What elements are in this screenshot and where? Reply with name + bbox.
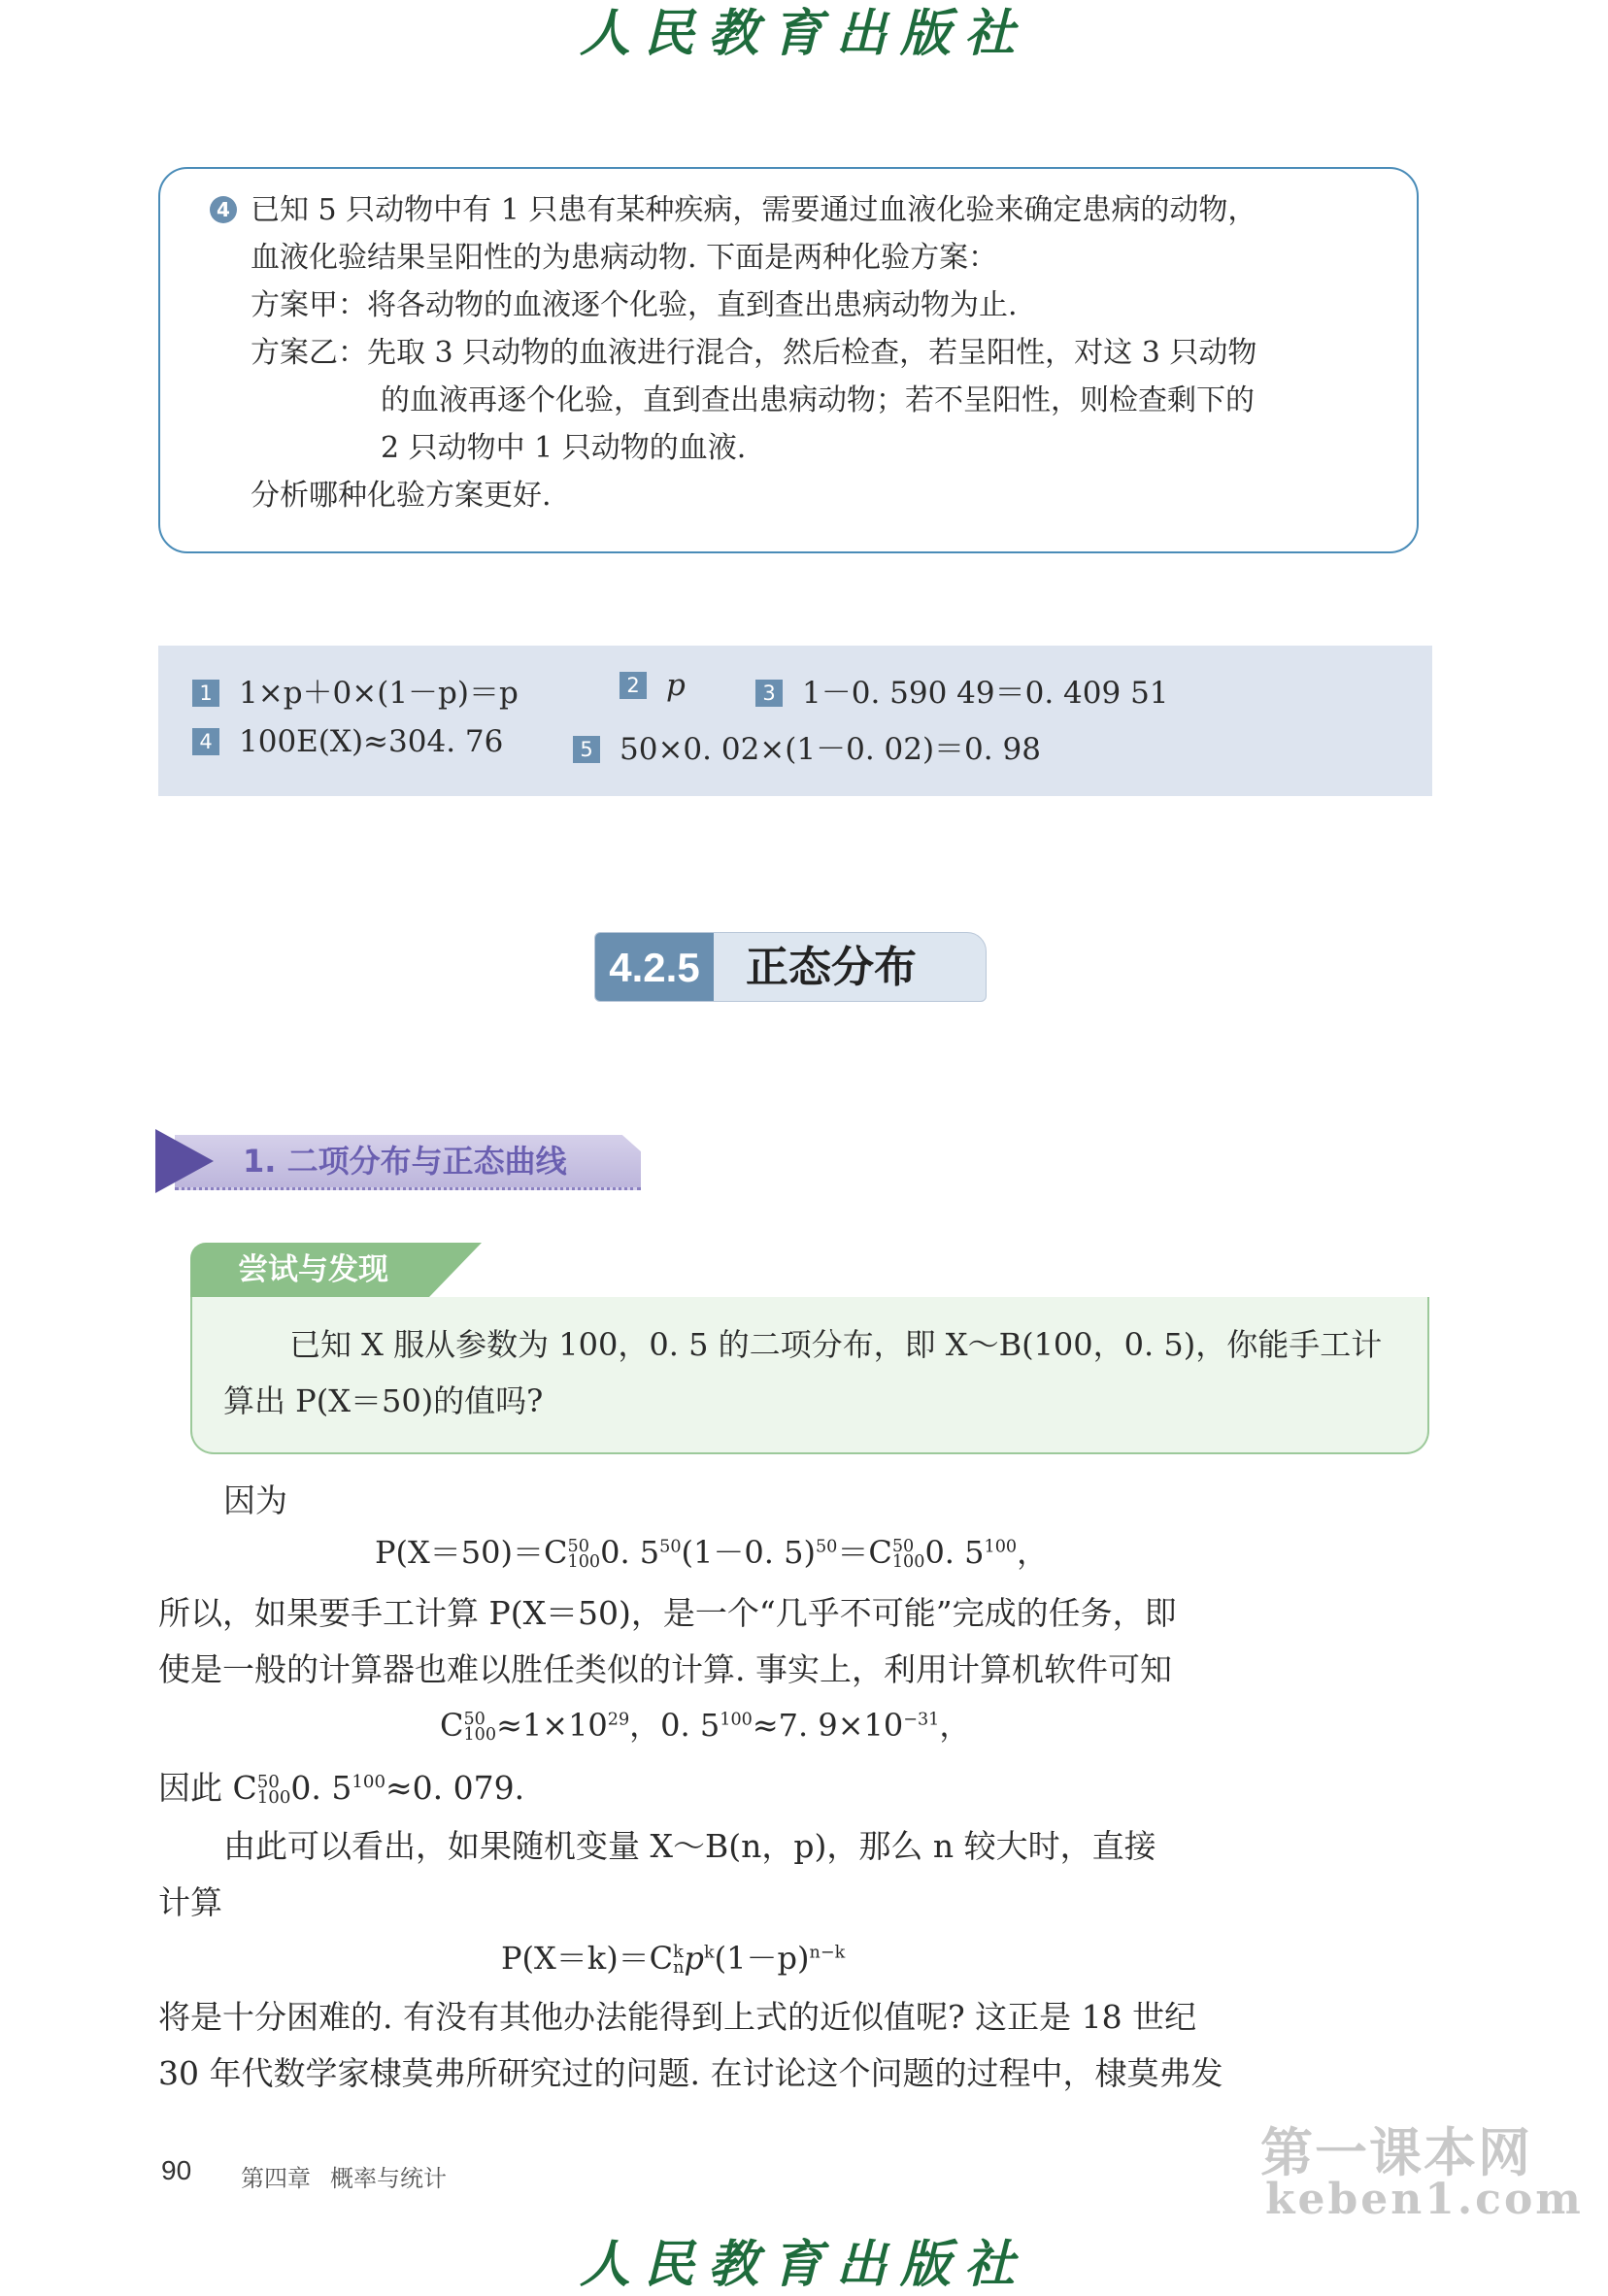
- answer-item-2: 2 p: [620, 668, 686, 703]
- section-number: 4.2.5: [595, 933, 714, 1002]
- subsection-header: [155, 1129, 646, 1193]
- section-title: 正态分布: [746, 943, 917, 992]
- answer-item-1: 1 1×p＋0×(1－p)＝p: [192, 668, 519, 712]
- answer-item-3: 3 1－0. 590 49＝0. 409 51: [755, 668, 1169, 712]
- exercise-line-3: 方案甲：将各动物的血液逐个化验，直到查出患病动物为止.: [251, 288, 1018, 322]
- subsection-title: 1. 二项分布与正态曲线: [243, 1143, 567, 1180]
- exercise-line-4: 方案乙：先取 3 只动物的血液进行混合，然后检查，若呈阳性，对这 3 只动物: [251, 336, 1257, 370]
- exercise-line-2: 血液化验结果呈阳性的为患病动物. 下面是两种化验方案：: [251, 241, 998, 275]
- publisher-logo-bottom: 人民教育出版社: [579, 2235, 1028, 2294]
- try-discover-line-1: 已知 X 服从参数为 100，0. 5 的二项分布，即 X～B(100，0. 5)，你能手工计: [289, 1326, 1383, 1363]
- site-watermark-cn: 第一课本网: [1260, 2122, 1532, 2183]
- formula-3: 因此 C50 1000. $5^{100}\approx 0$. 079.: [158, 1769, 525, 1808]
- site-watermark-en: keben1.com: [1265, 2175, 1584, 2224]
- answer-item-4: 4 100E(X)≈304. 76: [192, 724, 503, 759]
- paragraph-line-2: 使是一般的计算器也难以胜任类似的计算. 事实上，利用计算机软件可知: [158, 1650, 1172, 1688]
- paragraph-line-5: 将是十分困难的. 有没有其他办法能得到上式的近似值呢? 这正是 18 世纪: [158, 1998, 1197, 2036]
- answer-item-5: 5 50×0. 02×(1－0. 02)＝0. 98: [573, 724, 1041, 768]
- publisher-logo-top: 人民教育出版社: [579, 4, 1028, 63]
- exercise-line-1: 4 已知 5 只动物中有 1 只患有某种疾病，需要通过血液化验来确定患病的动物，: [210, 186, 1256, 234]
- page-number: 90: [161, 2155, 192, 2185]
- try-discover-line-2: 算出 P(X＝50)的值吗?: [223, 1382, 544, 1419]
- subsection-arrow-icon: [155, 1129, 214, 1193]
- formula-4: P(X＝k)＝Ck $np^k(1-p)^{n-k}$: [501, 1940, 846, 1978]
- paragraph-line-6: 30 年代数学家棣莫弗所研究过的问题. 在讨论这个问题的过程中，棣莫弗发: [158, 2054, 1223, 2092]
- chapter-footer: 第四章 概率与统计: [241, 2165, 447, 2192]
- paragraph-line-3: 由此可以看出，如果随机变量 X～B(n，p)，那么 n 较大时，直接: [223, 1827, 1156, 1865]
- formula-2: C50 $100\approx 1\times 10^{29}$，0. $5^{100}\approx 7$. $9\times 10^{-31}$，: [440, 1707, 971, 1745]
- exercise-line-5: 的血液再逐个化验，直到查出患病动物；若不呈阳性，则检查剩下的: [381, 383, 1255, 417]
- exercise-line-6: 2 只动物中 1 只动物的血液.: [381, 431, 747, 465]
- section-header: [594, 932, 987, 1002]
- because-text: 因为: [223, 1481, 287, 1519]
- exercise-line-7: 分析哪种化验方案更好.: [251, 479, 552, 513]
- paragraph-line-4: 计算: [158, 1883, 222, 1921]
- try-discover-tab-label: 尝试与发现: [238, 1252, 388, 1287]
- exercise-number-badge: 4: [210, 196, 237, 223]
- paragraph-line-1: 所以，如果要手工计算 P(X＝50)，是一个“几乎不可能”完成的任务，即: [158, 1594, 1177, 1632]
- formula-1: P(X＝50)＝C50 1000. $5^{50}(1-0$. 5)$^{50}$＝C50 1000. $5^{100}$，: [375, 1534, 1049, 1572]
